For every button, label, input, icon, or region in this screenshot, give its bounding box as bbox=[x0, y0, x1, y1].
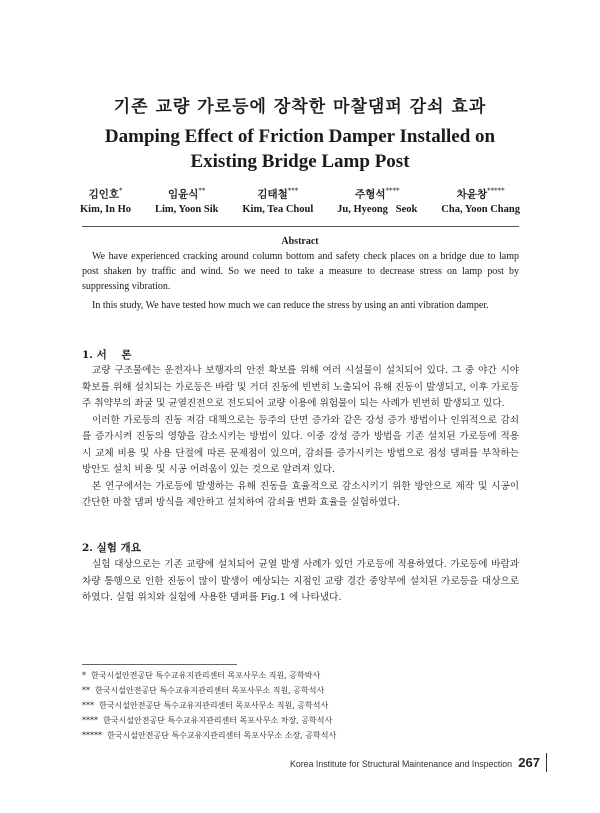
section-body-experiment bbox=[82, 557, 519, 607]
page-number-bar bbox=[546, 753, 547, 772]
title-korean: 기존 교량 가로등에 장착한 마찰댐퍼 감쇠 효과 bbox=[113, 97, 487, 117]
footnote: ** 한국시설안전공단 특수교유지관리센터 목포사무소 직원, 공학석사 bbox=[82, 686, 325, 695]
abstract-body bbox=[82, 249, 519, 313]
author-name-korean: 임윤식 bbox=[167, 188, 199, 201]
author-name-korean: 차윤창 bbox=[456, 188, 488, 201]
body-paragraph: 본 연구에서는 가로등에 발생하는 유해 진동을 효율적으로 감소시키기 위한 방안으로 제작 및 시공이 간단한 마찰 댐퍼 방식을 제안하고 설치하여 감쇠율 변화 효율을 실험하였다. bbox=[82, 480, 519, 508]
abstract-paragraph: In this study, We have tested how much we can reduce the stress by using an anti vibration damper. bbox=[92, 300, 489, 311]
author bbox=[337, 184, 417, 218]
author-mark: *** bbox=[287, 187, 299, 195]
author-list bbox=[80, 184, 520, 218]
header-divider bbox=[82, 226, 519, 227]
author bbox=[155, 184, 219, 218]
body-paragraph: 교량 구조물에는 운전자나 보행자의 안전 확보를 위해 여러 시설물이 설치되어 있다. 그 중 야간 시야 확보를 위해 설치되는 가로등은 바람 및 거더 진동에 빈번히 노출되어 유해 진동이 발생되고, 이후 가로등주 취약부의 좌굴 및 균열진전으로 전도되어 교량 이용에 위험물이 되는 사례가 빈번히 발생되고 있다. bbox=[82, 365, 519, 409]
author-name-english: Kim, Tea Choul bbox=[242, 203, 314, 215]
author-name-english: Kim, In Ho bbox=[80, 203, 132, 215]
author-name-korean: 김인호 bbox=[88, 188, 119, 201]
author bbox=[80, 184, 131, 218]
title-english-line: Damping Effect of Friction Damper Installed on bbox=[104, 126, 496, 147]
author-name-english: Lim, Yoon Sik bbox=[154, 203, 219, 215]
section-heading-experiment: 2. 실험 개요 bbox=[82, 542, 141, 554]
footer-journal-name: Korea Institute for Structural Maintenance and Inspection bbox=[289, 759, 512, 769]
body-paragraph: 이러한 가로등의 진동 저감 대책으로는 등주의 단면 증가와 같은 강성 증가 방법이나 인위적으로 감쇠를 증가시켜 진동의 영향을 감소시키는 방법이 있다. 이중 강성 증가 방법을 기존 설치된 가로등에 적용 시 교체 비용 및 사용 단절에 따른 문제점이 있으며, 감쇠를 증가시키는 방법으로 점성 댐퍼를 부착하는 방안도 설치 비용 및 시공 어려움이 있는 것으로 알려져 있다. bbox=[82, 414, 519, 475]
section-heading-introduction: 1. 서 론 bbox=[82, 349, 132, 361]
footnotes bbox=[82, 668, 522, 743]
author bbox=[242, 184, 313, 218]
author bbox=[441, 184, 520, 218]
abstract-paragraph: We have experienced cracking around column bottom and safety check places on a bridge due to lamp post shaken by traffic and wind. So we need to take a measure to decrease stress on lamp post by suppressing vibration. bbox=[82, 251, 519, 292]
title-english-line: Existing Bridge Lamp Post bbox=[190, 151, 410, 172]
author-mark: * bbox=[119, 187, 123, 195]
author-mark: **** bbox=[385, 187, 400, 195]
body-paragraph: 실험 대상으로는 기존 교량에 설치되어 균열 발생 사례가 있던 가로등에 적용하였다. 가로등에 바람과 차량 통행으로 인한 진동이 많이 발생이 예상되는 지점인 교량 경간 중앙부에 설치된 가로등을 대상으로 하였다. 실험 위치와 실험에 사용한 댐퍼를 Fig.1 에 나타냈다. bbox=[82, 559, 519, 603]
title-english bbox=[0, 124, 600, 174]
page-number: 267 bbox=[518, 755, 540, 770]
author-mark: ** bbox=[198, 187, 206, 195]
footnote-divider bbox=[82, 664, 237, 665]
author-name-english: Cha, Yoon Chang bbox=[441, 203, 520, 215]
footnote: *** 한국시설안전공단 특수교유지관리센터 목포사무소 직원, 공학석사 bbox=[82, 701, 329, 710]
section-body-introduction bbox=[82, 363, 519, 512]
footnote: * 한국시설안전공단 특수교유지관리센터 목포사무소 직원, 공학박사 bbox=[82, 671, 321, 680]
author-mark: ***** bbox=[487, 187, 505, 195]
footnote: **** 한국시설안전공단 특수교유지관리센터 목포사무소 차장, 공학석사 bbox=[82, 716, 333, 725]
author-name-korean: 주형석 bbox=[355, 188, 386, 201]
abstract-heading: Abstract bbox=[281, 236, 319, 247]
author-name-english: Ju, Hyeong Seok bbox=[337, 203, 418, 215]
author-name-korean: 김태철 bbox=[257, 188, 288, 201]
footnote: ***** 한국시설안전공단 특수교유지관리센터 목포사무소 소장, 공학석사 bbox=[82, 731, 337, 740]
